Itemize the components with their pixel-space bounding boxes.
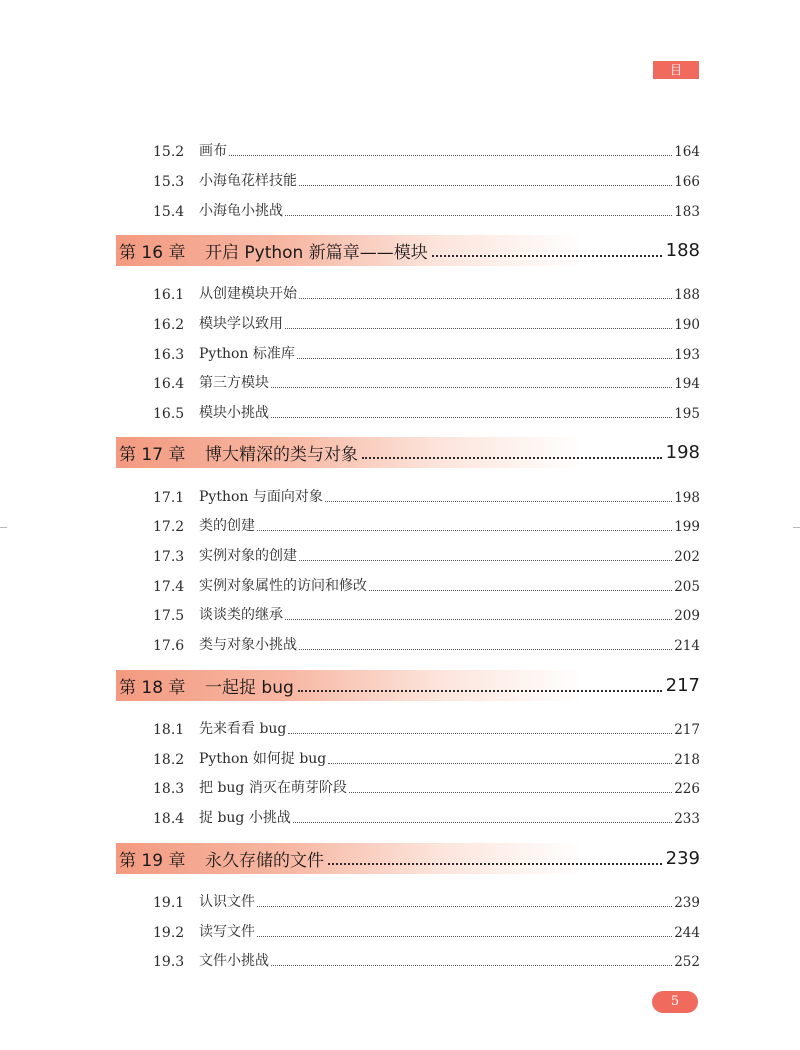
toc-entry-title: 小海龟花样技能: [199, 173, 297, 189]
chapter-page: 239: [665, 848, 700, 869]
toc-entry-page: 202: [674, 549, 700, 565]
dot-leader: [325, 501, 672, 502]
toc-entry-title: 模块小挑战: [199, 405, 269, 421]
toc-entry-16-2[interactable]: [153, 309, 700, 333]
toc-entry-page: 226: [674, 781, 700, 797]
toc-entry-number: 19.2: [153, 925, 185, 941]
dot-leader: [257, 936, 672, 937]
toc-entry-17-4[interactable]: [153, 571, 700, 595]
toc-entry-16-5[interactable]: [153, 398, 700, 422]
toc-entry-15-2[interactable]: [153, 136, 700, 160]
chapter-label: 第 17 章: [119, 445, 186, 465]
toc-entry-page: 164: [674, 144, 700, 160]
dot-leader: [369, 590, 672, 591]
page-edge-mark-left: [0, 527, 7, 528]
page-number-badge: 5: [652, 991, 698, 1013]
toc-entry-page: 205: [674, 579, 700, 595]
dot-leader: [328, 863, 662, 865]
page-edge-mark-right: [793, 527, 800, 528]
toc-entry-number: 18.1: [153, 722, 185, 738]
toc-entry-number: 17.2: [153, 519, 185, 535]
toc-entry-18-4[interactable]: [153, 803, 700, 827]
toc-entry-title: 先来看看 bug: [199, 721, 287, 737]
toc-entry-17-5[interactable]: [153, 600, 700, 624]
section-header-badge: 目 录: [653, 61, 699, 79]
toc-entry-page: 218: [674, 752, 700, 768]
toc-entry-number: 15.2: [153, 144, 185, 160]
dot-leader: [299, 649, 672, 650]
dot-leader: [257, 906, 672, 907]
toc-entry-title: Python 如何捉 bug: [199, 751, 327, 767]
chapter-page: 188: [665, 240, 700, 261]
toc-entry-17-6[interactable]: [153, 630, 700, 654]
toc-entry-title: Python 标准库: [199, 346, 295, 362]
toc-entry-page: 244: [674, 925, 700, 941]
toc-entry-page: 166: [674, 174, 700, 190]
toc-entry-title: 实例对象属性的访问和修改: [199, 578, 367, 594]
toc-entry-19-3[interactable]: [153, 946, 700, 970]
dot-leader: [285, 619, 672, 620]
toc-entry-title: 谈谈类的继承: [199, 607, 283, 623]
dot-leader: [229, 155, 672, 156]
toc-entry-page: 209: [674, 608, 700, 624]
toc-entry-page: 198: [674, 490, 700, 506]
toc-entry-title: 认识文件: [199, 894, 255, 910]
dot-leader: [271, 417, 672, 418]
dot-leader: [293, 822, 672, 823]
toc-entry-number: 15.3: [153, 174, 185, 190]
toc-entry-page: 233: [674, 811, 700, 827]
toc-entry-page: 194: [674, 376, 700, 392]
toc-entry-number: 19.1: [153, 895, 185, 911]
toc-entry-17-1[interactable]: [153, 482, 700, 506]
toc-entry-title: 小海龟小挑战: [199, 203, 283, 219]
toc-entry-title: 画布: [199, 143, 227, 159]
dot-leader: [271, 965, 672, 966]
toc-entry-number: 16.2: [153, 317, 185, 333]
dot-leader: [285, 328, 672, 329]
toc-entry-page: 193: [674, 347, 700, 363]
toc-entry-page: 188: [674, 287, 700, 303]
toc-entry-title: 第三方模块: [199, 375, 269, 391]
chapter-title: 一起捉 bug: [205, 678, 294, 698]
toc-entry-page: 239: [674, 895, 700, 911]
chapter-17-heading[interactable]: [116, 437, 700, 468]
toc-entry-16-4[interactable]: [153, 368, 700, 392]
toc-entry-17-3[interactable]: [153, 541, 700, 565]
dot-leader: [271, 387, 672, 388]
chapter-title: 博大精深的类与对象: [205, 445, 358, 465]
toc-entry-18-2[interactable]: [153, 744, 700, 768]
chapter-16-heading[interactable]: [116, 235, 700, 266]
toc-entry-title: 把 bug 消灭在萌芽阶段: [199, 780, 347, 796]
toc-entry-16-1[interactable]: [153, 279, 700, 303]
chapter-label: 第 18 章: [119, 678, 186, 698]
toc-entry-number: 19.3: [153, 954, 185, 970]
toc-entry-title: 类的创建: [199, 518, 255, 534]
dot-leader: [257, 530, 672, 531]
toc-entry-number: 18.3: [153, 781, 185, 797]
dot-leader: [328, 763, 672, 764]
dot-leader: [299, 185, 672, 186]
toc-entry-page: 214: [674, 638, 700, 654]
toc-entry-page: 252: [674, 954, 700, 970]
dot-leader: [285, 215, 672, 216]
toc-entry-number: 17.1: [153, 490, 185, 506]
toc-entry-page: 183: [674, 204, 700, 220]
dot-leader: [349, 792, 672, 793]
toc-entry-17-2[interactable]: [153, 511, 700, 535]
toc-entry-title: 模块学以致用: [199, 316, 283, 332]
chapter-title: 开启 Python 新篇章——模块: [205, 243, 428, 263]
toc-entry-18-3[interactable]: [153, 773, 700, 797]
chapter-label: 第 19 章: [119, 851, 186, 871]
dot-leader: [432, 255, 662, 257]
chapter-18-heading[interactable]: [116, 670, 700, 701]
dot-leader: [299, 560, 672, 561]
chapter-label: 第 16 章: [119, 243, 186, 263]
toc-entry-page: 199: [674, 519, 700, 535]
toc-entry-number: 18.2: [153, 752, 185, 768]
toc-entry-number: 16.4: [153, 376, 185, 392]
toc-entry-number: 15.4: [153, 204, 185, 220]
toc-entry-number: 17.4: [153, 579, 185, 595]
chapter-page: 198: [665, 442, 700, 463]
chapter-title: 永久存储的文件: [205, 851, 324, 871]
toc-entry-15-4[interactable]: [153, 196, 700, 220]
chapter-19-heading[interactable]: [116, 843, 700, 874]
toc-entry-number: 18.4: [153, 811, 185, 827]
toc-entry-number: 17.6: [153, 638, 185, 654]
toc-entry-title: 捉 bug 小挑战: [199, 810, 291, 826]
toc-entry-title: 从创建模块开始: [199, 286, 297, 302]
toc-entry-title: 文件小挑战: [199, 953, 269, 969]
toc-entry-title: Python 与面向对象: [199, 489, 323, 505]
toc-entry-page: 217: [674, 722, 700, 738]
chapter-page: 217: [665, 675, 700, 696]
toc-entry-number: 17.3: [153, 549, 185, 565]
toc-entry-19-1[interactable]: [153, 887, 700, 911]
toc-entry-page: 190: [674, 317, 700, 333]
dot-leader: [297, 358, 672, 359]
toc-entry-19-2[interactable]: [153, 917, 700, 941]
dot-leader: [299, 298, 672, 299]
toc-entry-number: 16.3: [153, 347, 185, 363]
toc-entry-title: 实例对象的创建: [199, 548, 297, 564]
toc-entry-number: 17.5: [153, 608, 185, 624]
toc-entry-title: 类与对象小挑战: [199, 637, 297, 653]
toc-entry-page: 195: [674, 406, 700, 422]
dot-leader: [298, 690, 662, 692]
dot-leader: [362, 457, 662, 459]
toc-entry-title: 读写文件: [199, 924, 255, 940]
dot-leader: [288, 733, 672, 734]
toc-entry-number: 16.1: [153, 287, 185, 303]
toc-entry-number: 16.5: [153, 406, 185, 422]
toc-entry-15-3[interactable]: [153, 166, 700, 190]
toc-entry-16-3[interactable]: [153, 339, 700, 363]
toc-entry-18-1[interactable]: [153, 714, 700, 738]
